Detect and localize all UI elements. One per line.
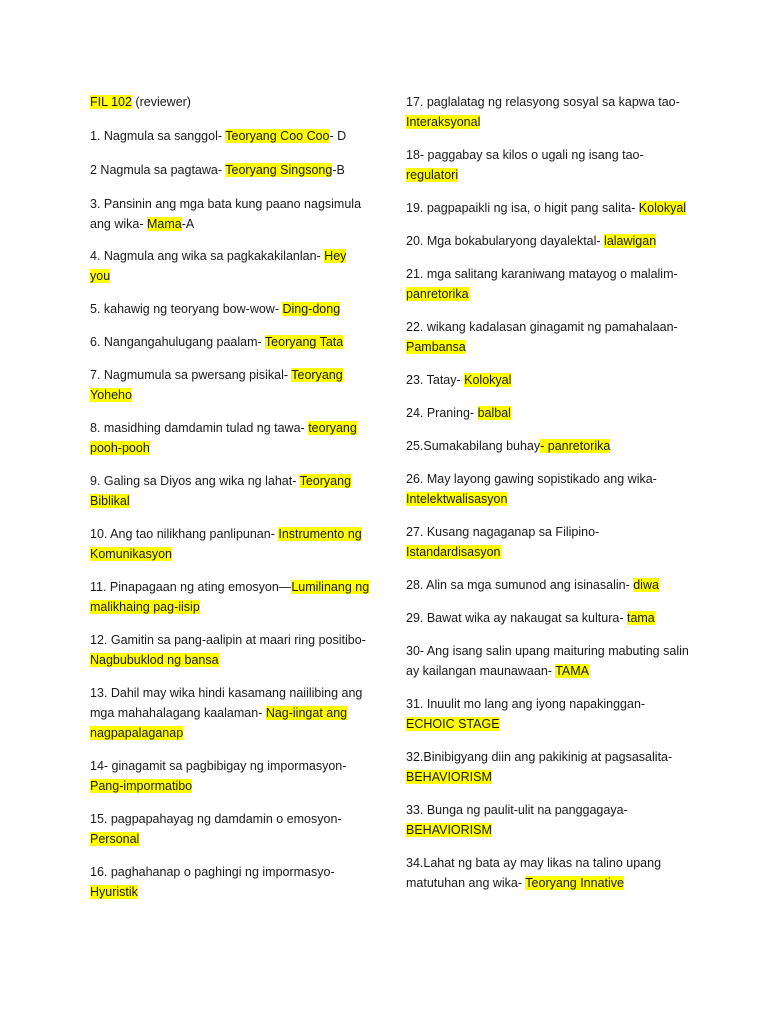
- highlighted-answer: BEHAVIORISM: [406, 770, 492, 784]
- reviewer-item: [90, 524, 370, 564]
- item-text: 16. paghahanap o paghingi ng impormasyo-: [90, 865, 335, 879]
- reviewer-item: [90, 418, 370, 458]
- item-text: 9. Galing sa Diyos ang wika ng lahat-: [90, 474, 300, 488]
- highlighted-answer: diwa: [633, 578, 659, 592]
- item-text: 3. Pansinin ang mga bata kung paano nagsimula ang wika-: [90, 197, 362, 231]
- highlighted-answer: Lumilinang ng malikhaing pag-iisip: [90, 580, 370, 614]
- item-text: 32.Binibigyang diin ang pakikinig at pagsasalita-: [406, 750, 673, 764]
- item-text: 7. Nagmumula sa pwersang pisikal-: [90, 368, 292, 382]
- item-text: 22. wikang kadalasan ginagamit ng pamahalaan-: [406, 320, 678, 334]
- reviewer-item: [90, 756, 370, 796]
- reviewer-item: [406, 641, 696, 681]
- reviewer-item: [90, 246, 370, 286]
- item-text: 26. May layong gawing sopistikado ang wika-: [406, 472, 657, 486]
- reviewer-item: [406, 853, 696, 893]
- highlighted-answer: Teoryang Singsong: [225, 163, 333, 177]
- item-text: 25.Sumakabilang buhay: [406, 439, 541, 453]
- reviewer-item: [406, 403, 696, 423]
- highlighted-answer: Teoryang Tata: [264, 335, 344, 349]
- reviewer-item: [90, 683, 370, 743]
- item-text: (reviewer): [131, 95, 191, 109]
- item-text: -B: [332, 163, 345, 177]
- highlighted-answer: lalawigan: [604, 234, 657, 248]
- reviewer-item: [406, 231, 696, 251]
- highlighted-answer: Kolokyal: [464, 373, 512, 387]
- highlighted-answer: Personal: [90, 832, 140, 846]
- reviewer-item: [406, 747, 696, 787]
- item-text: 5. kahawig ng teoryang bow-wow-: [90, 302, 283, 316]
- highlighted-answer: tama: [626, 611, 655, 625]
- item-text: 18- paggabay sa kilos o ugali ng isang tao-: [406, 148, 644, 162]
- highlighted-answer: teoryang pooh-pooh: [90, 421, 357, 455]
- item-text: 10. Ang tao nilikhang panlipunan-: [90, 527, 279, 541]
- item-text: 4. Nagmula ang wika sa pagkakakilanlan-: [90, 249, 325, 263]
- highlighted-answer: Kolokyal: [638, 201, 687, 215]
- item-text: 23. Tatay-: [406, 373, 465, 387]
- reviewer-item: [90, 809, 370, 849]
- reviewer-item: [90, 630, 370, 670]
- reviewer-item: [406, 522, 696, 562]
- reviewer-item: [90, 471, 370, 511]
- reviewer-item: [406, 608, 696, 628]
- document-title: [90, 92, 370, 112]
- reviewer-item: [406, 575, 696, 595]
- reviewer-item: [90, 332, 370, 352]
- reviewer-item: [406, 694, 696, 734]
- highlighted-answer: Intelektwalisasyon: [406, 492, 508, 506]
- highlighted-answer: regulatori: [406, 168, 459, 182]
- item-text: 13. Dahil may wika hindi kasamang naiilibing ang mga mahahalagang kaalaman-: [90, 686, 363, 720]
- reviewer-item: [90, 577, 370, 617]
- reviewer-item: [406, 145, 696, 185]
- item-text: 21. mga salitang karaniwang matayog o malalim-: [406, 267, 678, 281]
- reviewer-item: [406, 800, 696, 840]
- highlighted-answer: Hyuristik: [90, 885, 138, 899]
- highlighted-answer: - panretorika: [540, 439, 611, 453]
- highlighted-answer: TAMA: [555, 664, 589, 678]
- reviewer-item: [406, 198, 696, 218]
- item-text: 17. paglalatag ng relasyong sosyal sa kapwa tao-: [406, 95, 680, 109]
- item-text: 24. Praning-: [406, 406, 478, 420]
- highlighted-answer: Teoryang Coo Coo: [225, 129, 330, 143]
- item-text: -A: [181, 217, 195, 231]
- item-text: - D: [329, 129, 347, 143]
- highlighted-answer: BEHAVIORISM: [406, 823, 492, 837]
- highlighted-answer: Instrumento ng Komunikasyon: [90, 527, 362, 561]
- item-text: 14- ginagamit sa pagbibigay ng impormasyon-: [90, 759, 347, 773]
- item-text: 27. Kusang nagaganap sa Filipino-: [406, 525, 600, 539]
- item-text: 1. Nagmula sa sanggol-: [90, 129, 226, 143]
- highlighted-answer: Nagbubuklod ng bansa: [90, 653, 219, 667]
- item-text: 20. Mga bokabularyong dayalektal-: [406, 234, 605, 248]
- item-text: 29. Bawat wika ay nakaugat sa kultura-: [406, 611, 627, 625]
- left-column: [90, 92, 370, 902]
- highlighted-answer: Istandardisasyon: [406, 545, 501, 559]
- item-text: 34.Lahat ng bata ay may likas na talino upang matutuhan ang wika-: [406, 856, 662, 890]
- reviewer-item: [406, 264, 696, 304]
- highlighted-answer: Pang-impormatibo: [90, 779, 193, 793]
- reviewer-item: [406, 317, 696, 357]
- reviewer-item: [90, 299, 370, 319]
- item-text: 31. Inuulit mo lang ang iyong napakinggan-: [406, 697, 646, 711]
- highlighted-answer: panretorika: [406, 287, 469, 301]
- highlighted-answer: ECHOIC STAGE: [406, 717, 500, 731]
- highlighted-answer: FIL 102: [90, 95, 132, 109]
- reviewer-item: [406, 436, 696, 456]
- reviewer-item: [90, 862, 370, 902]
- highlighted-answer: Hey you: [90, 249, 347, 283]
- reviewer-item: [90, 160, 370, 180]
- highlighted-answer: Mama: [146, 217, 182, 231]
- highlighted-answer: Teoryang Biblikal: [90, 474, 352, 508]
- item-text: 28. Alin sa mga sumunod ang isinasalin-: [406, 578, 634, 592]
- reviewer-item: [90, 365, 370, 405]
- reviewer-item: [406, 469, 696, 509]
- item-text: 11. Pinapagaan ng ating emosyon—: [90, 580, 292, 594]
- highlighted-answer: Nag-iingat ang nagpapalaganap: [90, 706, 348, 740]
- item-text: 33. Bunga ng paulit-ulit na panggagaya-: [406, 803, 628, 817]
- reviewer-item: [90, 194, 370, 234]
- item-text: 8. masidhing damdamin tulad ng tawa-: [90, 421, 309, 435]
- reviewer-item: [406, 92, 696, 132]
- right-column: [406, 92, 696, 893]
- item-text: 30- Ang isang salin upang maituring mabuting salin ay kailangan maunawaan-: [406, 644, 689, 678]
- reviewer-item: [406, 370, 696, 390]
- highlighted-answer: Teoryang Innative: [525, 876, 624, 890]
- highlighted-answer: balbal: [477, 406, 511, 420]
- item-text: 2 Nagmula sa pagtawa-: [90, 163, 226, 177]
- highlighted-answer: Pambansa: [406, 340, 466, 354]
- reviewer-item: [90, 126, 370, 146]
- item-text: 19. pagpapaikli ng isa, o higit pang salita-: [406, 201, 639, 215]
- highlighted-answer: Teoryang Yoheho: [90, 368, 343, 402]
- highlighted-answer: Interaksyonal: [406, 115, 481, 129]
- item-text: 6. Nangangahulugang paalam-: [90, 335, 265, 349]
- item-text: 15. pagpapahayag ng damdamin o emosyon-: [90, 812, 342, 826]
- highlighted-answer: Ding-dong: [282, 302, 341, 316]
- item-text: 12. Gamitin sa pang-aalipin at maari ring positibo-: [90, 633, 366, 647]
